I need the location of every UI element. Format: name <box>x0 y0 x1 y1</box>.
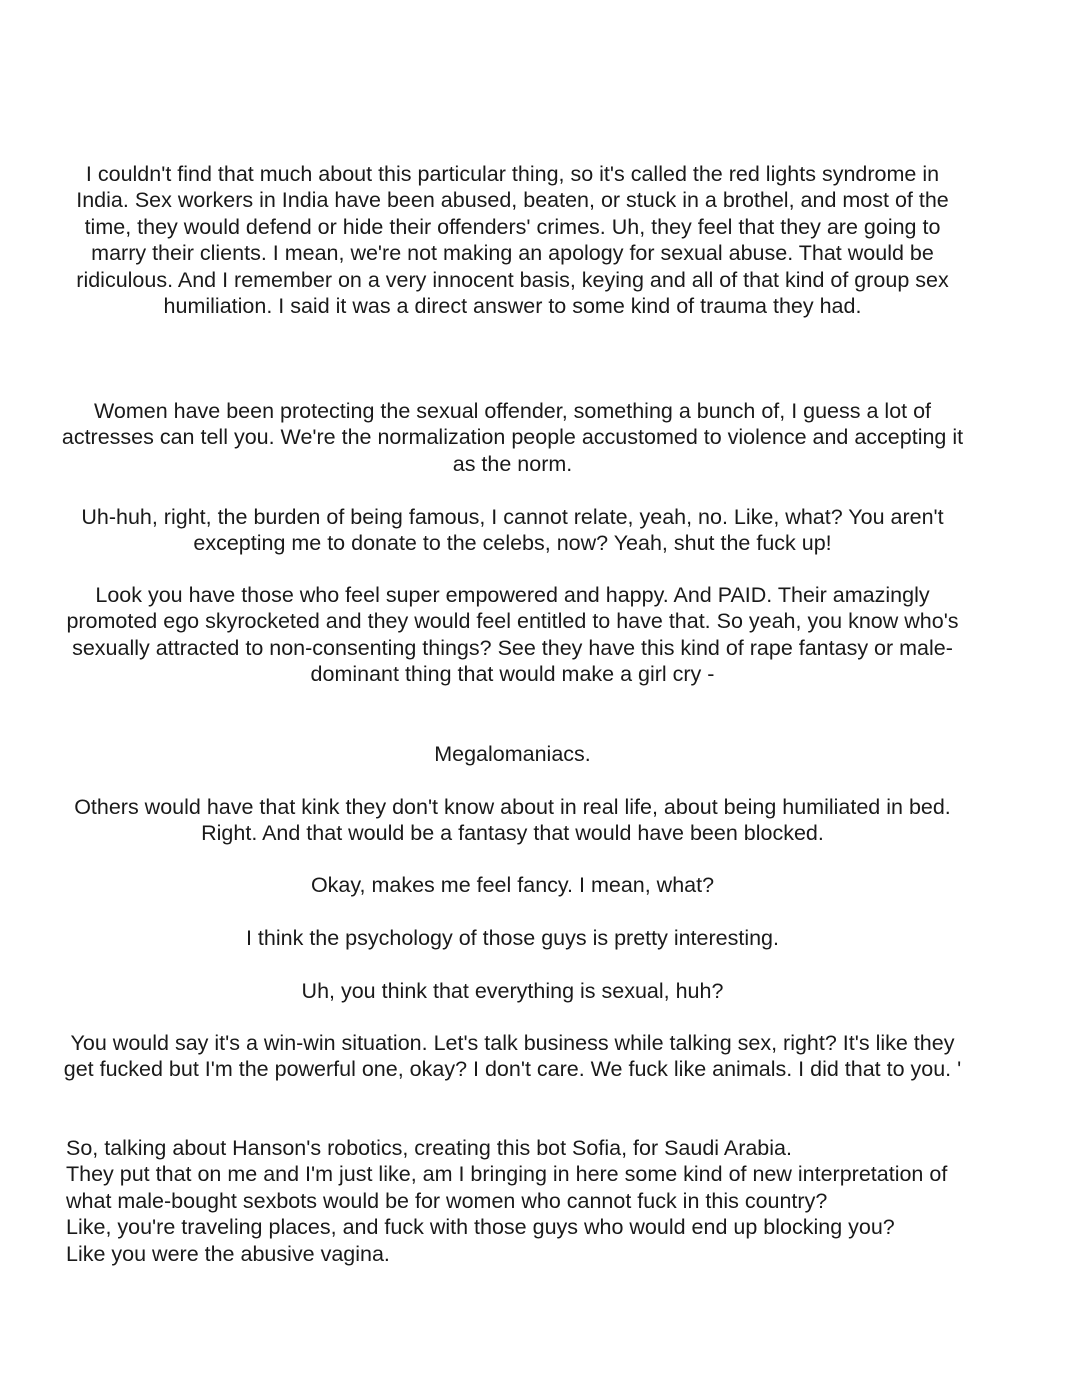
paragraph-psychology: I think the psychology of those guys is pretty interesting. <box>245 926 779 950</box>
paragraph-everything-sexual: Uh, you think that everything is sexual, huh? <box>301 979 724 1003</box>
paragraph-win-win: You would say it's a win-win situation. Let's talk business while talking sex, right? It's like they get fucked but I'm the powerful one, okay? I don't care. We fuck like animals. I did that to you. ' <box>63 1031 962 1082</box>
paragraph-women-protecting: Women have been protecting the sexual offender, something a bunch of, I guess a lot of actresses can tell you. We're the normalization people accustomed to violence and accepting it as the norm. <box>61 399 964 476</box>
hanson-line-3: Like, you're traveling places, and fuck with those guys who would end up blocking you? <box>66 1215 895 1240</box>
paragraph-red-lights-syndrome: I couldn't find that much about this particular thing, so it's called the red lights syndrome in India. Sex workers in India have been abused, beaten, or stuck in a brothel, and most of the time, they would defend or hide their offenders' crimes. Uh, they feel that they are going to marry their clients. I mean, we're not making an apology for sexual abuse. That would be ridiculous. And I remember on a very innocent basis, keying and all of that kind of group sex humiliation. I said it was a direct answer to some kind of trauma they had. <box>76 162 949 319</box>
paragraph-others-kink: Others would have that kink they don't know about in real life, about being humiliated in bed. Right. And that would be a fantasy that would have been blocked. <box>74 795 951 846</box>
hanson-line-4: Like you were the abusive vagina. <box>66 1241 390 1266</box>
paragraph-burden-of-fame: Uh-huh, right, the burden of being famous, I cannot relate, yeah, no. Like, what? You aren't excepting me to donate to the celebs, now? Yeah, shut the fuck up! <box>81 505 944 556</box>
paragraph-feel-fancy: Okay, makes me feel fancy. I mean, what? <box>310 873 715 897</box>
paragraph-megalomaniacs: Megalomaniacs. <box>434 742 591 766</box>
paragraph-empowered: Look you have those who feel super empowered and happy. And PAID. Their amazingly promoted ego skyrocketed and they would feel entitled to have that. So yeah, you know who's sexually attracted to non-consenting things? See they have this kind of rape fantasy or male-dominant thing that would make a girl cry - <box>66 583 959 687</box>
hanson-line-2: They put that on me and I'm just like, am I bringing in here some kind of new interpretation of what male-bought sexbots would be for women who cannot fuck in this country? <box>66 1162 948 1213</box>
hanson-line-1: So, talking about Hanson's robotics, creating this bot Sofia, for Saudi Arabia. <box>66 1136 792 1160</box>
paragraph-hanson-robotics <box>66 1135 971 1267</box>
